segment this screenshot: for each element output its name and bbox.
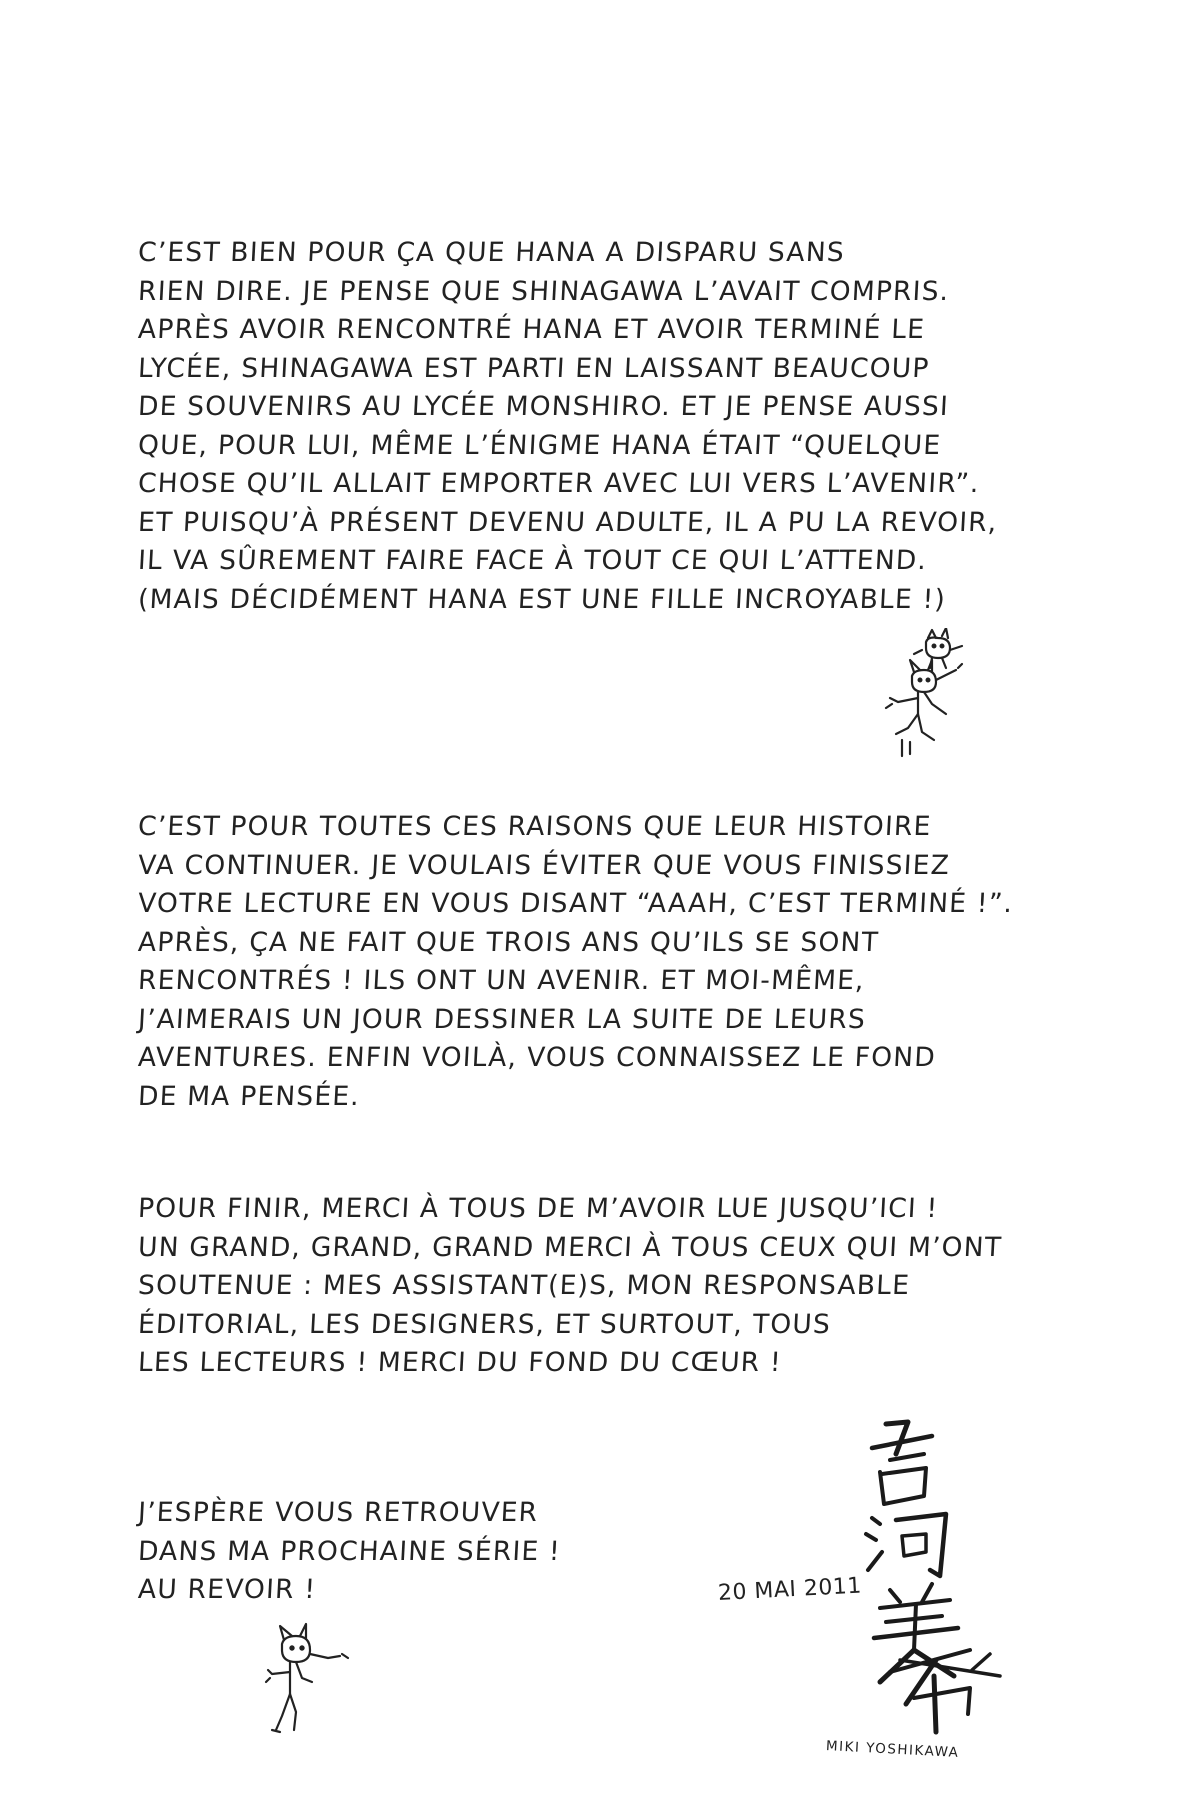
rabbit-doodle-icon <box>262 1622 372 1742</box>
brush-signature <box>850 1414 1010 1736</box>
text-line: (MAIS DÉCIDÉMENT HANA EST UNE FILLE INCROYABLE !) <box>137 583 947 615</box>
text-line: RIEN DIRE. JE PENSE QUE SHINAGAWA L’AVAIT COMPRIS. <box>137 275 951 307</box>
text-line: APRÈS AVOIR RENCONTRÉ HANA ET AVOIR TERMINÉ LE <box>137 314 927 345</box>
text-line: LYCÉE, SHINAGAWA EST PARTI EN LAISSANT BEAUCOUP <box>137 352 931 384</box>
text-line: ÉDITORIAL, LES DESIGNERS, ET SURTOUT, TOUS <box>137 1308 832 1340</box>
text-line: DE MA PENSÉE. <box>137 1080 361 1112</box>
text-line: DANS MA PROCHAINE SÉRIE ! <box>137 1535 562 1567</box>
text-line: AU REVOIR ! <box>137 1574 317 1605</box>
paragraph-hana-disappearance <box>138 234 997 619</box>
author-name: MIKI YOSHIKAWA <box>825 1738 960 1761</box>
text-line: CHOSE QU’IL ALLAIT EMPORTER AVEC LUI VERS L’AVENIR”. <box>137 468 981 499</box>
text-line: SOUTENUE : MES ASSISTANT(E)S, MON RESPONSABLE <box>137 1270 911 1301</box>
text-line: LES LECTEURS ! MERCI DU FOND DU CŒUR ! <box>137 1347 783 1378</box>
letter-date: 20 MAI 2011 <box>717 1573 863 1606</box>
paragraph-goodbye <box>138 1494 561 1610</box>
text-line: QUE, POUR LUI, MÊME L’ÉNIGME HANA ÉTAIT “QUELQUE <box>137 429 943 461</box>
text-line: J’ESPÈRE VOUS RETROUVER <box>137 1497 540 1528</box>
text-line: IL VA SÛREMENT FAIRE FACE À TOUT CE QUI L’ATTEND. <box>137 545 928 576</box>
text-line: J’AIMERAIS UN JOUR DESSINER LA SUITE DE LEURS <box>137 1003 867 1035</box>
text-line: ET PUISQU’À PRÉSENT DEVENU ADULTE, IL A PU LA REVOIR, <box>137 506 999 538</box>
text-line: RENCONTRÉS ! ILS ONT UN AVENIR. ET MOI-MÊME, <box>137 965 866 996</box>
text-line: C’EST BIEN POUR ÇA QUE HANA A DISPARU SANS <box>137 237 846 268</box>
text-line: POUR FINIR, MERCI À TOUS DE M’AVOIR LUE JUSQU’ICI ! <box>137 1193 940 1224</box>
text-line: C’EST POUR TOUTES CES RAISONS QUE LEUR HISTOIRE <box>137 811 933 842</box>
paragraph-story-continues <box>138 808 1013 1116</box>
text-line: VOTRE LECTURE EN VOUS DISANT “AAAH, C’EST TERMINÉ !”. <box>137 888 1015 919</box>
text-line: DE SOUVENIRS AU LYCÉE MONSHIRO. ET JE PENSE AUSSI <box>137 391 950 422</box>
text-line: AVENTURES. ENFIN VOILÀ, VOUS CONNAISSEZ LE FOND <box>137 1042 937 1073</box>
text-line: VA CONTINUER. JE VOULAIS ÉVITER QUE VOUS FINISSIEZ <box>137 849 951 881</box>
text-line: APRÈS, ÇA NE FAIT QUE TROIS ANS QU’ILS SE SONT <box>137 926 880 958</box>
text-line: UN GRAND, GRAND, GRAND MERCI À TOUS CEUX QUI M’ONT <box>137 1231 1003 1263</box>
paragraph-thanks <box>138 1190 1002 1383</box>
stacked-rabbit-doodle-icon <box>862 628 982 788</box>
